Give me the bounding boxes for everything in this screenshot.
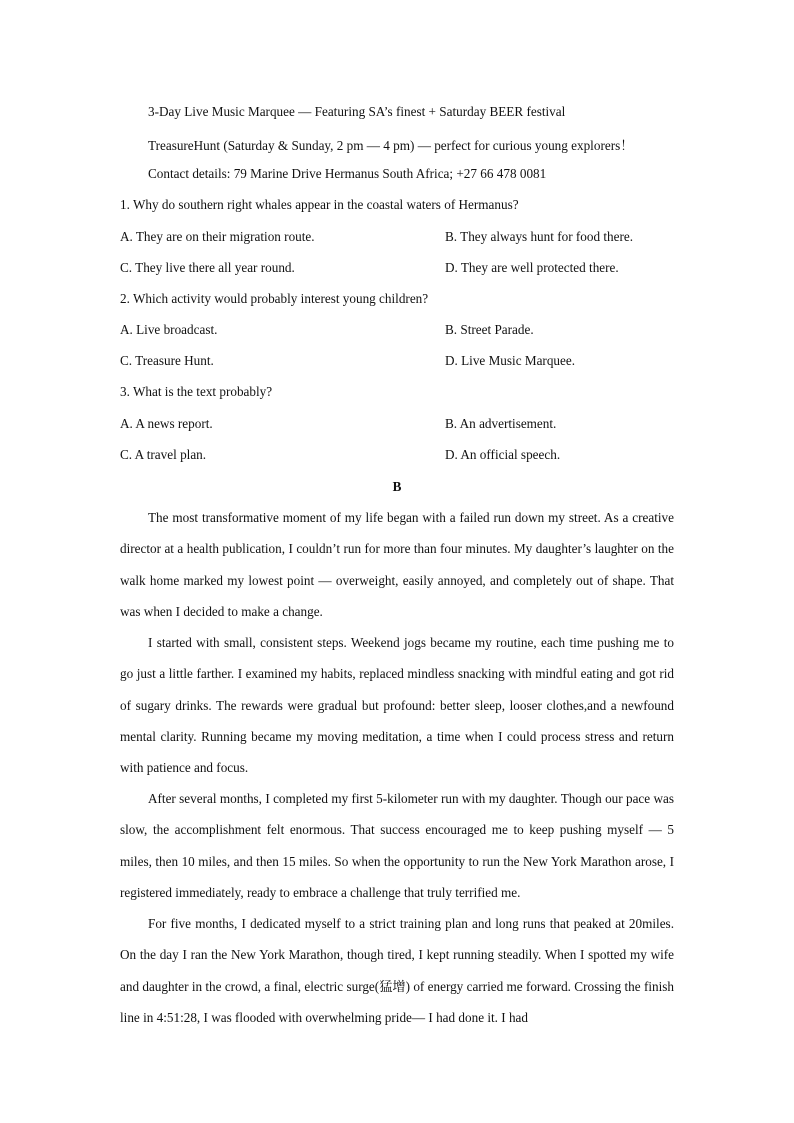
q1-option-a: A. They are on their migration route. bbox=[120, 229, 315, 244]
q2-option-b: B. Street Parade. bbox=[445, 322, 534, 337]
q3-option-a: A. A news report. bbox=[120, 416, 213, 431]
question-1: 1. Why do southern right whales appear in the coastal waters of Hermanus? bbox=[120, 197, 519, 212]
passage-paragraph-3: After several months, I completed my first 5-kilometer run with my daughter. Though our pace was slow, the accomplishment felt enormous. That success encouraged me to keep pushing myself — 5 miles, then 10 miles, and then 15 miles. So when the opportunity to run the New York Marathon arose, I registered immediately, ready to embrace a challenge that truly terrified me. bbox=[120, 791, 674, 900]
q1-option-b: B. They always hunt for food there. bbox=[445, 229, 633, 244]
contact-details: Contact details: 79 Marine Drive Hermanus South Africa; +27 66 478 0081 bbox=[148, 166, 547, 181]
passage-paragraph-4: For five months, I dedicated myself to a strict training plan and long runs that peaked at 20miles. On the day I ran the New York Marathon, though tired, I kept running steadily. When I spotted my wife and daughter in the crowd, a final, electric surge(猛增) of energy carried me forward. Crossing the finish line in 4:51:28, I was flooded with overwhelming pride— I had done it. I had bbox=[120, 916, 674, 1025]
question-2: 2. Which activity would probably interest young children? bbox=[120, 291, 429, 306]
passage-paragraph-1: The most transformative moment of my life began with a failed run down my street. As a creative director at a health publication, I couldn’t run for more than four minutes. My daughter’s laughter on the walk home marked my lowest point — overweight, easily annoyed, and completely out of shape. That was when I decided to make a change. bbox=[120, 510, 674, 619]
q1-option-d: D. They are well protected there. bbox=[445, 260, 619, 275]
q3-option-d: D. An official speech. bbox=[445, 447, 561, 462]
passage-paragraph-2: I started with small, consistent steps. Weekend jogs became my routine, each time pushing me to go just a little farther. I examined my habits, replaced mindless snacking with mindful eating and got rid of sugary drinks. The rewards were gradual but profound: better sleep, looser clothes,and a newfound mental clarity. Running became my moving meditation, a time when I could process stress and return with patience and focus. bbox=[120, 635, 674, 776]
q1-option-c: C. They live there all year round. bbox=[120, 260, 295, 275]
q2-option-d: D. Live Music Marquee. bbox=[445, 353, 576, 368]
q2-option-c: C. Treasure Hunt. bbox=[120, 353, 214, 368]
section-b-title: B bbox=[392, 479, 402, 494]
event-live-music: 3-Day Live Music Marquee — Featuring SA’s finest + Saturday BEER festival bbox=[148, 104, 566, 119]
q3-option-c: C. A travel plan. bbox=[120, 447, 207, 462]
event-treasure-hunt: TreasureHunt (Saturday & Sunday, 2 pm — 4 pm) — perfect for curious young explorers！ bbox=[148, 138, 634, 153]
q2-option-a: A. Live broadcast. bbox=[120, 322, 218, 337]
q3-option-b: B. An advertisement. bbox=[445, 416, 557, 431]
question-3: 3. What is the text probably? bbox=[120, 384, 273, 399]
